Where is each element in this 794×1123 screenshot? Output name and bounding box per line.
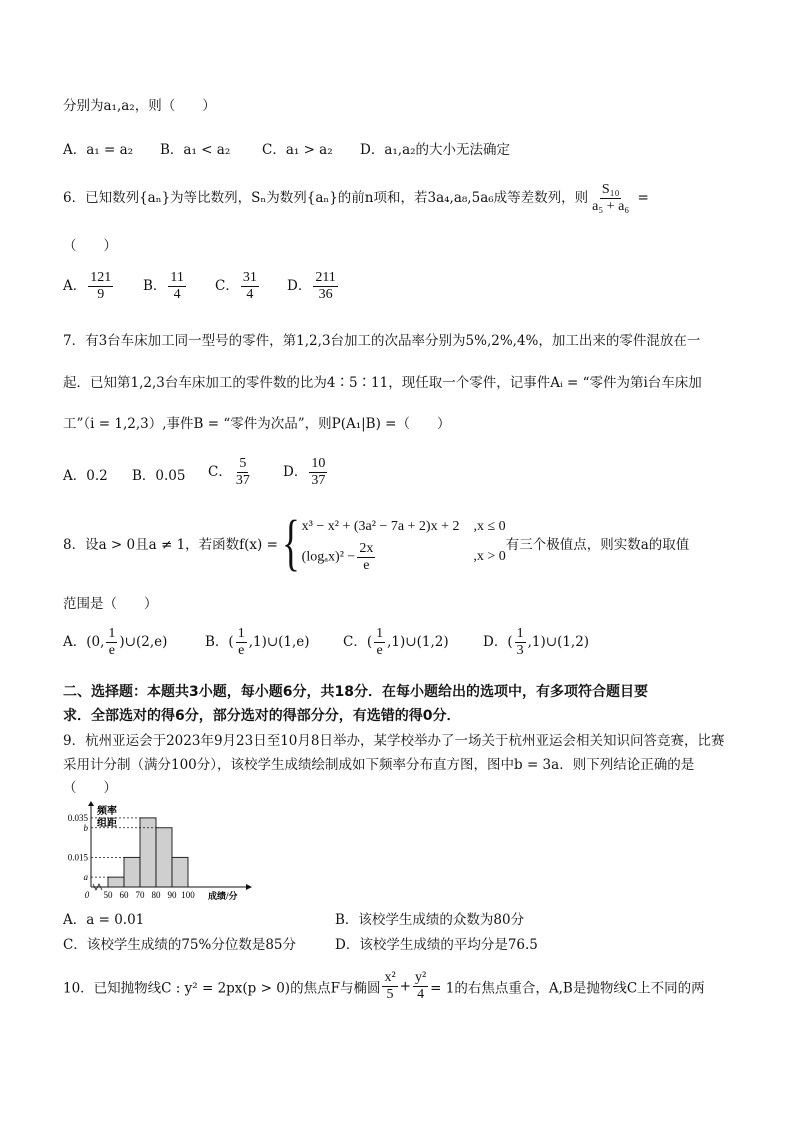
q7-line-3: 工”（i = 1,2,3）,事件B = “零件为次品”，则P(A₁|B) =（ ） [63,416,451,432]
q10-plus: + [399,978,411,995]
bar-90-100 [172,857,188,887]
x-axis-arrow [246,884,252,890]
y-tick-a: a [83,872,88,883]
y-tick-b: b [83,822,88,833]
q10-frac-1: $\frac{\text{x²}}{5}$ [384,970,396,1002]
q6-text: 6．已知数列{aₙ}为等比数列，Sₙ为数列{aₙ}的前n项和，若3a₄,a₈,5a₆成等差数列，则 [63,190,589,206]
x-tick-0: 0 [84,890,90,900]
x-tick-100: 100 [181,890,195,900]
q7-option-c: C． $\frac{5}{37}$ [208,456,250,488]
q5-option-b: B．a₁ < a₂ [160,142,231,158]
frequency-histogram [58,800,258,908]
q9-option-a: A．a = 0.01 [63,912,145,928]
q9-line-2: 采用计分制（满分100分），该校学生成绩绘制成如下频率分布直方图，图中b = 3a．则下列结论正确的是 [63,757,695,773]
q9-option-b: B．该校学生成绩的众数为80分 [335,912,525,928]
q10-frac-2: $\frac{\text{y²}}{4}$ [414,970,427,1002]
y-axis-label-bottom: 组距 [97,818,117,829]
q8-cases [302,513,506,574]
bar-70-80 [140,818,156,887]
q9-line-1: 9．杭州亚运会于2023年9月23日至10月8日举办，某学校举办了一场关于杭州亚运会相关知识问答竞赛，比赛 [63,733,725,749]
q5-stem-tail: 分别为a₁,a₂，则（ ） [63,98,216,114]
q7-line-2: 起．已知第1,2,3台车床加工的零件数的比为4∶5∶11，现任取一个零件，记事件Aᵢ = “零件为第i台车床加 [63,375,702,391]
q8-option-d: D．( $\frac{1}{3}$ ,1)∪(1,2) [483,626,590,658]
q8-option-a: A．(0, $\frac{1}{e}$ )∪(2,e) [63,626,168,658]
q6-stem: 6．已知数列{aₙ}为等比数列，Sₙ为数列{aₙ}的前n项和，若3a₄,a₈,5a₆成等差数列，则 $\frac{\text{S₁₀}}{\text{a₅ + a₆}}$ = [63,182,649,214]
q8-option-c: C．( $\frac{1}{e}$ ,1)∪(1,2) [343,626,449,658]
q6-option-b: B． $\frac{11}{4}$ [143,270,184,302]
q6-option-c: C． $\frac{31}{4}$ [215,270,257,302]
q8-option-b: B．( $\frac{1}{e}$ ,1)∪(1,e) [205,626,310,658]
q8-case-1: x³ − x² + (3a² − 7a + 2)x + 2 ,x ≤ 0 [301,518,506,534]
x-tick-90: 90 [167,890,177,900]
x-tick-50: 50 [103,890,113,900]
bar-80-90 [156,828,172,887]
q6-frac-num: S₁₀ [601,182,620,197]
q5-option-d: D．a₁,a₂的大小无法确定 [360,142,511,158]
q7-line-1: 7．有3台车床加工同一型号的零件，第1,2,3台加工的次品率分别为5%,2%,4%，加工出来的零件混放在一 [63,333,701,349]
x-tick-60: 60 [119,890,129,900]
q8-lead: 8．设a > 0且a ≠ 1，若函数f(x) = [63,537,278,553]
q6-option-a: A． $\frac{121}{9}$ [63,270,112,302]
axis-break [93,884,102,890]
q10-stem [63,970,705,1003]
q8-brace: { [281,509,300,577]
q9-blank: （ ） [63,780,117,796]
q8-line-2: 范围是（ ） [63,596,158,612]
q7-option-d: D． $\frac{10}{37}$ [283,456,326,488]
y-axis-arrow [88,801,94,806]
x-axis-label: 成绩/分 [208,891,238,901]
bar-60-70 [124,857,140,887]
x-tick-70: 70 [135,890,145,900]
x-tick-80: 80 [151,890,161,900]
q10-pre: 10．已知抛物线C : y² = 2px(p > 0)的焦点F与椭圆 [63,980,381,997]
q5-option-c: C．a₁ > a₂ [262,142,333,158]
bar-50-60 [108,877,124,887]
q8-tail: 有三个极值点，则实数a的取值 [505,537,690,553]
q7-option-a: A．0.2 [63,468,108,484]
section-2-line-1: 二、选择题：本题共3小题，每小题6分，共18分．在每小题给出的选项中，有多项符合题目要 [63,684,648,700]
q7-option-b: B．0.05 [132,468,186,484]
q8-case-2: (logₐx)² − $\frac{2x}{e}$ ,x > 0 [301,540,506,573]
q6-blank: （ ） [63,238,117,254]
q9-option-c: C．该校学生成绩的75%分位数是85分 [63,937,297,953]
q8-stem [63,509,690,577]
q6-option-d: D． $\frac{211}{36}$ [287,270,336,302]
section-2-line-2: 求．全部选对的得6分，部分选对的得部分分，有选错的得0分． [63,708,461,724]
y-tick-0.015: 0.015 [67,852,88,863]
q5-option-a: A．a₁ = a₂ [63,142,134,158]
q10-post: = 1的右焦点重合，A,B是抛物线C上不同的两 [430,980,705,997]
q9-option-d: D．该校学生成绩的平均分是76.5 [335,937,538,953]
q6-frac-den: a₅ + a₆ [592,199,630,214]
q6-fraction [590,182,631,215]
y-tick-0.035: 0.035 [67,812,88,823]
y-axis-label-top: 频率 [97,806,117,817]
